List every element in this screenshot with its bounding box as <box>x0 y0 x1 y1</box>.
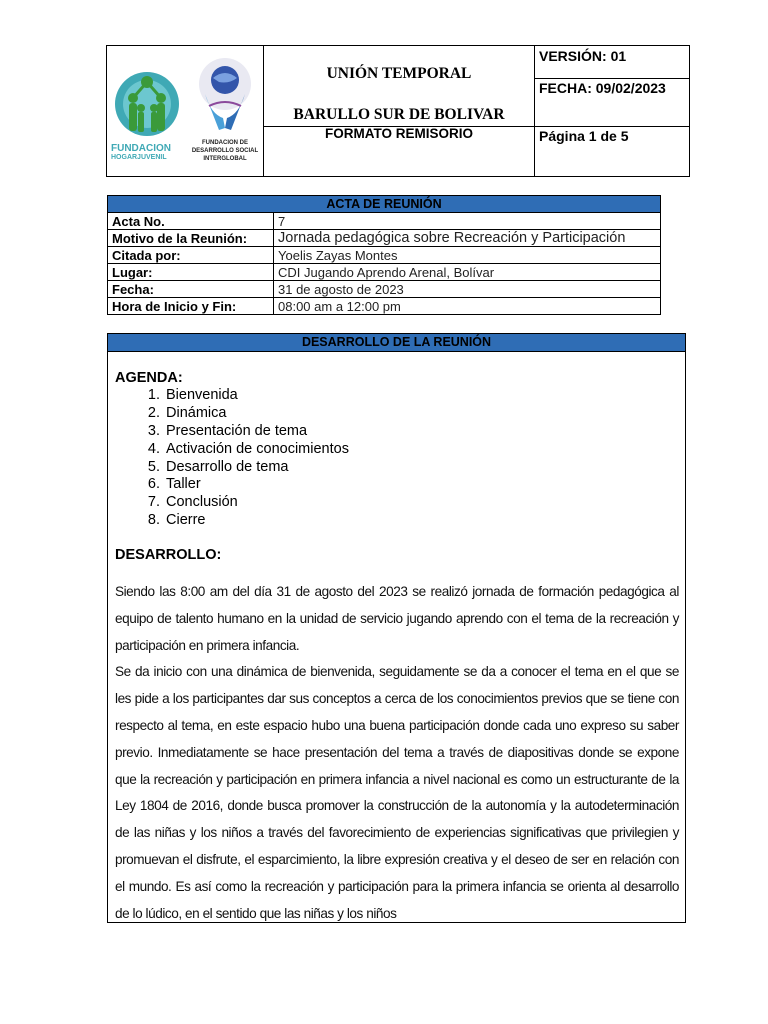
table-row <box>108 247 661 264</box>
header-divider <box>534 78 689 79</box>
table-row <box>108 264 661 281</box>
agenda-text: Dinámica <box>166 404 227 421</box>
agenda-text: Cierre <box>166 512 206 529</box>
agenda-number: 5. <box>147 458 160 475</box>
agenda-number: 3. <box>147 422 160 439</box>
acta-row-label: Hora de Inicio y Fin: <box>108 298 274 315</box>
version-label: VERSIÓN: 01 <box>539 48 627 64</box>
acta-row-label: Lugar: <box>108 264 274 281</box>
agenda-number: 8. <box>147 512 160 529</box>
acta-row-label: Fecha: <box>108 281 274 298</box>
agenda-number: 2. <box>147 404 160 421</box>
table-row <box>108 230 661 247</box>
list-item <box>134 441 349 459</box>
agenda-text: Taller <box>166 476 201 493</box>
globe-hands-icon <box>189 54 261 134</box>
list-item <box>134 476 349 494</box>
acta-row-value: Yoelis Zayas Montes <box>274 247 661 264</box>
logo1-text-bottom: HOGARJUVENIL <box>111 154 167 161</box>
list-item <box>134 423 349 441</box>
agenda-number: 7. <box>147 494 160 511</box>
logo2-caption: FUNDACION DE DESARROLLO SOCIAL INTERGLOBAL <box>191 140 259 162</box>
logo1-text-top: FUNDACION <box>111 143 171 154</box>
agenda-number: 4. <box>147 440 160 457</box>
family-icon <box>111 68 183 148</box>
acta-row-label: Citada por: <box>108 247 274 264</box>
agenda-list <box>134 387 349 530</box>
table-row <box>108 298 661 315</box>
acta-table <box>107 195 661 315</box>
list-item <box>134 387 349 405</box>
paragraph: Se da inicio con una dinámica de bienvenida, seguidamente se da a conocer el tema en el que se les pide a los participantes dar sus conceptos a cerca de los conocimientos previos que se tiene con respecto al tema, en este espacio hubo una buena participación donde cada uno expreso su saber previo. Inmediatamente se hace presentación del tema a través de diapositivas donde se expone que la recreación y participación en primera infancia a nivel nacional es como un estructurante de la Ley 1804 de 2016, donde busca promover la construcción de la autonomía y la autodeterminación de las niñas y los niños a través del favorecimiento de experiencias significativas que privilegien y promuevan el disfrute, el esparcimiento, la libre expresión creativa y el deseo de ser en relación con el mundo. Es así como la recreación y participación para la primera infancia se orienta al desarrollo de lo lúdico, en el sentido que las niñas y los niños <box>115 664 679 921</box>
acta-row-value: CDI Jugando Aprendo Arenal, Bolívar <box>274 264 661 281</box>
acta-row-value: Jornada pedagógica sobre Recreación y Participación <box>274 230 661 247</box>
list-item <box>134 405 349 423</box>
desarrollo-body <box>115 579 679 923</box>
paragraph: Siendo las 8:00 am del día 31 de agosto del 2023 se realizó jornada de formación pedagógica al equipo de talento humano en la unidad de servicio jugando aprendo con el tema de la recreación y participación en primera infancia. <box>115 584 679 653</box>
list-item <box>134 512 349 530</box>
acta-title: ACTA DE REUNIÓN <box>108 196 661 213</box>
agenda-title: AGENDA: <box>115 370 183 386</box>
document-subtitle: FORMATO REMISORIO <box>325 126 473 141</box>
list-item <box>134 494 349 512</box>
acta-title-row <box>108 196 661 213</box>
desarrollo-title: DESARROLLO: <box>115 547 222 563</box>
title-line-2: BARULLO SUR DE BOLIVAR <box>293 106 505 123</box>
list-item <box>134 459 349 477</box>
pagina-label: Página 1 de 5 <box>539 128 629 144</box>
table-row <box>108 213 661 230</box>
agenda-text: Conclusión <box>166 494 238 511</box>
title-line-1: UNIÓN TEMPORAL <box>326 65 472 82</box>
agenda-number: 6. <box>147 476 160 493</box>
acta-row-value: 08:00 am a 12:00 pm <box>274 298 661 315</box>
desarrollo-section <box>107 333 686 923</box>
agenda-number: 1. <box>147 387 160 403</box>
agenda-text: Desarrollo de tema <box>166 458 289 475</box>
agenda-text: Presentación de tema <box>166 422 308 439</box>
document-header <box>106 45 690 177</box>
acta-row-label: Motivo de la Reunión: <box>108 230 274 247</box>
acta-row-value: 7 <box>274 213 661 230</box>
fundacion-hogar-juvenil-logo <box>111 68 183 170</box>
desarrollo-section-title: DESARROLLO DE LA REUNIÓN <box>108 334 685 352</box>
header-divider <box>534 46 535 176</box>
fundacion-interglobal-logo <box>189 54 261 176</box>
table-row <box>108 281 661 298</box>
acta-row-value: 31 de agosto de 2023 <box>274 281 661 298</box>
fecha-label: FECHA: 09/02/2023 <box>539 80 666 96</box>
acta-row-label: Acta No. <box>108 213 274 230</box>
agenda-text: Bienvenida <box>166 387 238 403</box>
agenda-text: Activación de conocimientos <box>166 440 349 457</box>
